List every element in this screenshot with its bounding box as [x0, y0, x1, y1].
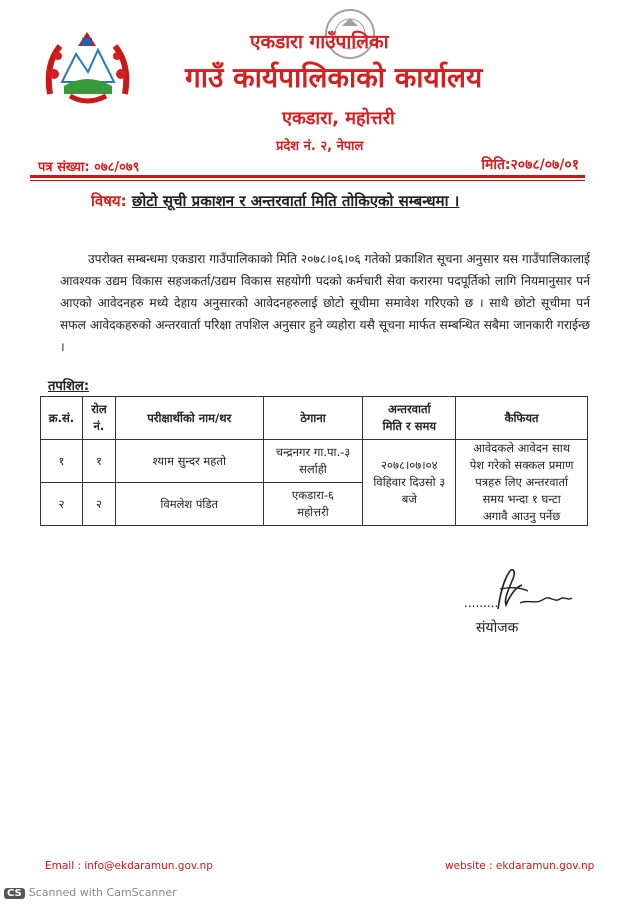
- interview-time: विहिवार दिउसो ३ बजे: [373, 475, 446, 506]
- header-remarks: कैफियत: [456, 397, 588, 440]
- body-paragraph-text: उपरोक्त सम्बन्धमा एकडारा गाउँपालिकाको मिति २०७८।०६।०६ गतेको प्रकाशित सूचना अनुसार यस गाउँपालिकालाई आवश्यक उद्यम विकास सहजकर्ता/उद्यम विकास सहयोगी पदको कर्मचारी सेवा करारमा पदपूर्तिको लागि नियमानुसार पर्न आएको आवेदनहरु मध्ये देहाय अनुसारको आवेदनहरुलाई छोटो सूचीमा समावेश गरिएको छ । साथै छोटो सूचीमा पर्न सफल आवेदकहरुको अन्तरवार्ता परिक्षा तपशिल अनुसार हुने व्यहोरा यसै सूचना मार्फत सम्बन्धित सबैमा जानकारी गराईन्छ ।: [60, 252, 590, 354]
- body-paragraph: [60, 248, 590, 358]
- footer-email: Email : info@ekdaramun.gov.np: [45, 860, 213, 872]
- camscanner-icon: CS: [4, 888, 25, 899]
- cell-address-line2: महोत्तरी: [297, 505, 329, 519]
- remarks-line5: अगावै आउनु पर्नेछ: [482, 509, 561, 523]
- header-roll-line1: रोल: [91, 402, 107, 416]
- interview-date: २०७८।०७।०४: [381, 458, 438, 472]
- cell-address-line2: सर्लाही: [299, 462, 327, 476]
- svg-text:.........: .........: [464, 596, 499, 610]
- cell-roll: १: [82, 440, 115, 483]
- header-divider-thin: [30, 180, 585, 181]
- cell-name: विमलेश पंडित: [115, 483, 263, 526]
- cell-address-line1: एकडारा-६: [291, 488, 335, 502]
- office-title: गाउँ कार्यपालिकाको कार्यालय: [185, 61, 483, 94]
- header-interview: [363, 397, 456, 440]
- office-address: एकडारा, महोत्तरी: [282, 108, 395, 129]
- scanner-watermark: [4, 886, 177, 899]
- cell-name: श्याम सुन्दर महतो: [115, 440, 263, 483]
- header-roll-line2: नं.: [93, 419, 105, 433]
- subject-line: [91, 191, 459, 211]
- details-heading: तपशिल:: [48, 379, 90, 394]
- cell-interview: [363, 440, 456, 526]
- subject-text: छोटो सूची प्रकाशन र अन्तरवार्ता मिति तोकिएको सम्बन्धमा ।: [131, 192, 460, 210]
- letter-date: मिति:२०७८/०७/०१: [481, 157, 579, 173]
- province-line: प्रदेश नं. २, नेपाल: [276, 139, 364, 154]
- table-header-row: [41, 397, 588, 440]
- subject-label: विषय:: [91, 192, 127, 210]
- cell-address-line1: चन्द्रनगर गा.पा.-३: [275, 445, 351, 459]
- remarks-line2: पेश गरेको सक्कल प्रमाण: [469, 458, 574, 472]
- remarks-line1: आवेदकले आवेदन साथ: [473, 441, 571, 455]
- municipality-name: एकडारा गाउँपालिका: [250, 31, 389, 53]
- candidate-table: [40, 396, 588, 526]
- nepal-emblem-logo: [40, 24, 135, 114]
- header-address: ठेगाना: [263, 397, 363, 440]
- header-sn: क्र.सं.: [41, 397, 83, 440]
- remarks-line3: पत्रहरु लिए अन्तरवार्ता: [475, 475, 569, 489]
- signatory-role: संयोजक: [476, 620, 519, 636]
- cell-sn: १: [41, 440, 83, 483]
- reference-number: पत्र संख्या: ०७८/०७९: [38, 160, 140, 175]
- signature-mark: [464, 565, 580, 615]
- cell-sn: २: [41, 483, 83, 526]
- cell-roll: २: [82, 483, 115, 526]
- header-divider: [30, 175, 585, 178]
- table-row: [41, 440, 588, 483]
- header-roll: [82, 397, 115, 440]
- header-interview-line2: मिति र समय: [382, 419, 437, 433]
- cell-remarks: [456, 440, 588, 526]
- cell-address: [263, 483, 363, 526]
- header-interview-line1: अन्तरवार्ता: [388, 402, 431, 416]
- remarks-line4: समय भन्दा १ घन्टा: [482, 492, 561, 506]
- header-name: परीक्षार्थीको नाम/थर: [115, 397, 263, 440]
- scanner-text: Scanned with CamScanner: [28, 886, 177, 899]
- cell-address: [263, 440, 363, 483]
- footer-website: website : ekdaramun.gov.np: [445, 860, 595, 872]
